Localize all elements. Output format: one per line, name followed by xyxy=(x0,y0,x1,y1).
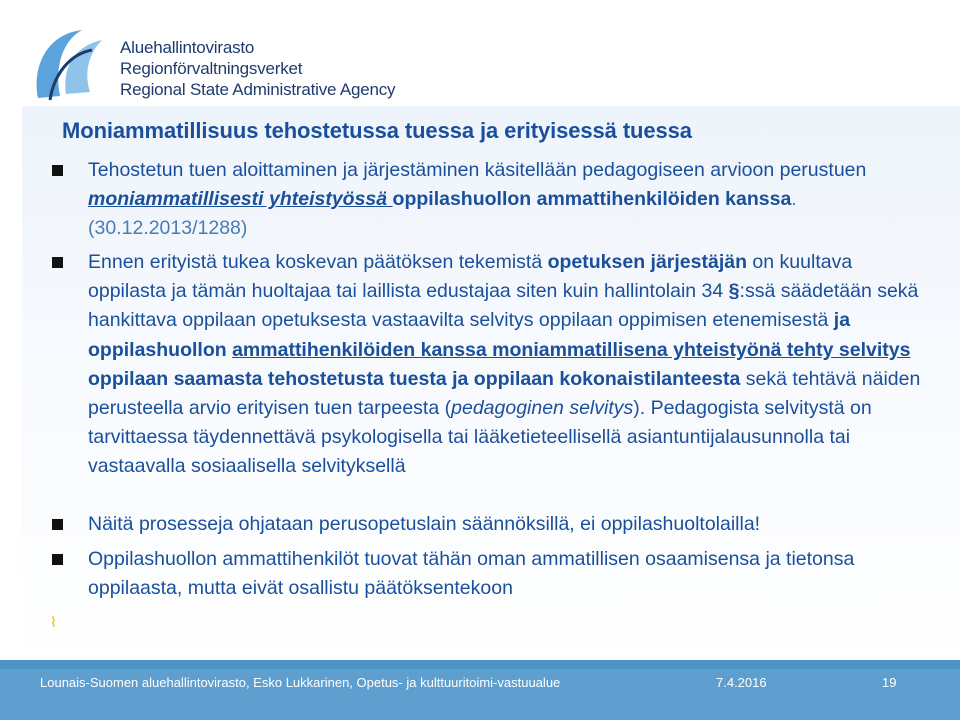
bullet-square-icon xyxy=(52,165,63,176)
bullet-item-4 xyxy=(88,545,933,603)
bullet-2-bold: oppilaan saamasta tehostetusta tuesta ja oppilaan kokonaistilanteesta xyxy=(88,367,741,390)
org-name-finnish: Aluehallintovirasto xyxy=(120,38,255,57)
slide-footer xyxy=(0,660,960,720)
bullet-2-text: ). Pedagogista selvitystä on tarvittaessa täydennettävä psykologisella tai lääketieteellisellä asiantuntijalausunnolla tai vastaavalla sosiaalisella selvityksellä xyxy=(88,397,872,478)
bullet-1-emphasis: moniammatillisesti yhteistyössä xyxy=(88,188,393,211)
organization-name xyxy=(120,37,395,100)
slide-header xyxy=(0,0,960,112)
bullet-square-icon xyxy=(52,257,63,268)
bullet-item-1 xyxy=(88,156,933,244)
bullet-2-section-symbol: § xyxy=(728,280,740,303)
bullet-2-text: :ssä säädetään sekä hankittava oppilaan opetuksesta vastaavilta selvitys oppilaan oppimisen etenemisestä xyxy=(88,280,919,332)
slide-title: Moniammatillisuus tehostetussa tuessa ja erityisessä tuessa xyxy=(62,118,692,143)
bullet-item-3 xyxy=(88,510,933,539)
bullet-1-reference: . (30.12.2013/1288) xyxy=(88,188,797,240)
avi-logo-icon xyxy=(30,24,112,106)
bullet-1-bold: oppilashuollon ammattihenkilöiden kanssa xyxy=(392,188,792,211)
decorative-mark: ⌇ xyxy=(50,614,57,630)
bullet-1-text: Tehostetun tuen aloittaminen ja järjestäminen käsitellään pedagogiseen arvioon perustuen xyxy=(88,159,867,181)
bullet-2-text: Ennen erityistä tukea koskevan päätöksen tekemistä xyxy=(88,251,548,273)
slide-number: 19 xyxy=(882,675,897,690)
bullet-2-bold-organizer: opetuksen järjestäjän xyxy=(547,251,748,273)
bullet-2-bold: ja oppilashuollon xyxy=(88,309,851,361)
bullet-2-underlined: ammattihenkilöiden kanssa moniammatillisena yhteistyönä tehty selvitys xyxy=(232,338,911,361)
bullet-2-text: sekä tehtävä näiden perusteella arvio erityisen tuen tarpeesta ( xyxy=(88,367,921,420)
footer-date: 7.4.2016 xyxy=(716,675,767,690)
org-name-english: Regional State Administrative Agency xyxy=(120,80,396,99)
org-name-swedish: Regionförvaltningsverket xyxy=(120,59,303,78)
bullet-item-2 xyxy=(88,248,933,482)
bullet-4-text: Oppilashuollon ammattihenkilöt tuovat tähän oman ammatillisen osaamisensa ja tietonsa oppilaasta, mutta eivät osallistu päätöksentekoon xyxy=(88,548,855,600)
bullet-square-icon xyxy=(52,519,63,530)
bullet-2-text: on kuultava oppilasta ja tämän huoltajaa tai laillista edustajaa siten kuin hallintolain 34 xyxy=(88,251,853,303)
bullet-square-icon xyxy=(52,554,63,565)
bullet-2-italic: pedagoginen selvitys xyxy=(451,397,634,420)
footer-credits: Lounais-Suomen aluehallintovirasto, Esko Lukkarinen, Opetus- ja kulttuuritoimi-vastuualue xyxy=(40,675,561,690)
footer-accent-bar xyxy=(0,660,960,669)
bullet-3-text: Näitä prosesseja ohjataan perusopetuslain säännöksillä, ei oppilashuoltolailla! xyxy=(88,513,761,535)
